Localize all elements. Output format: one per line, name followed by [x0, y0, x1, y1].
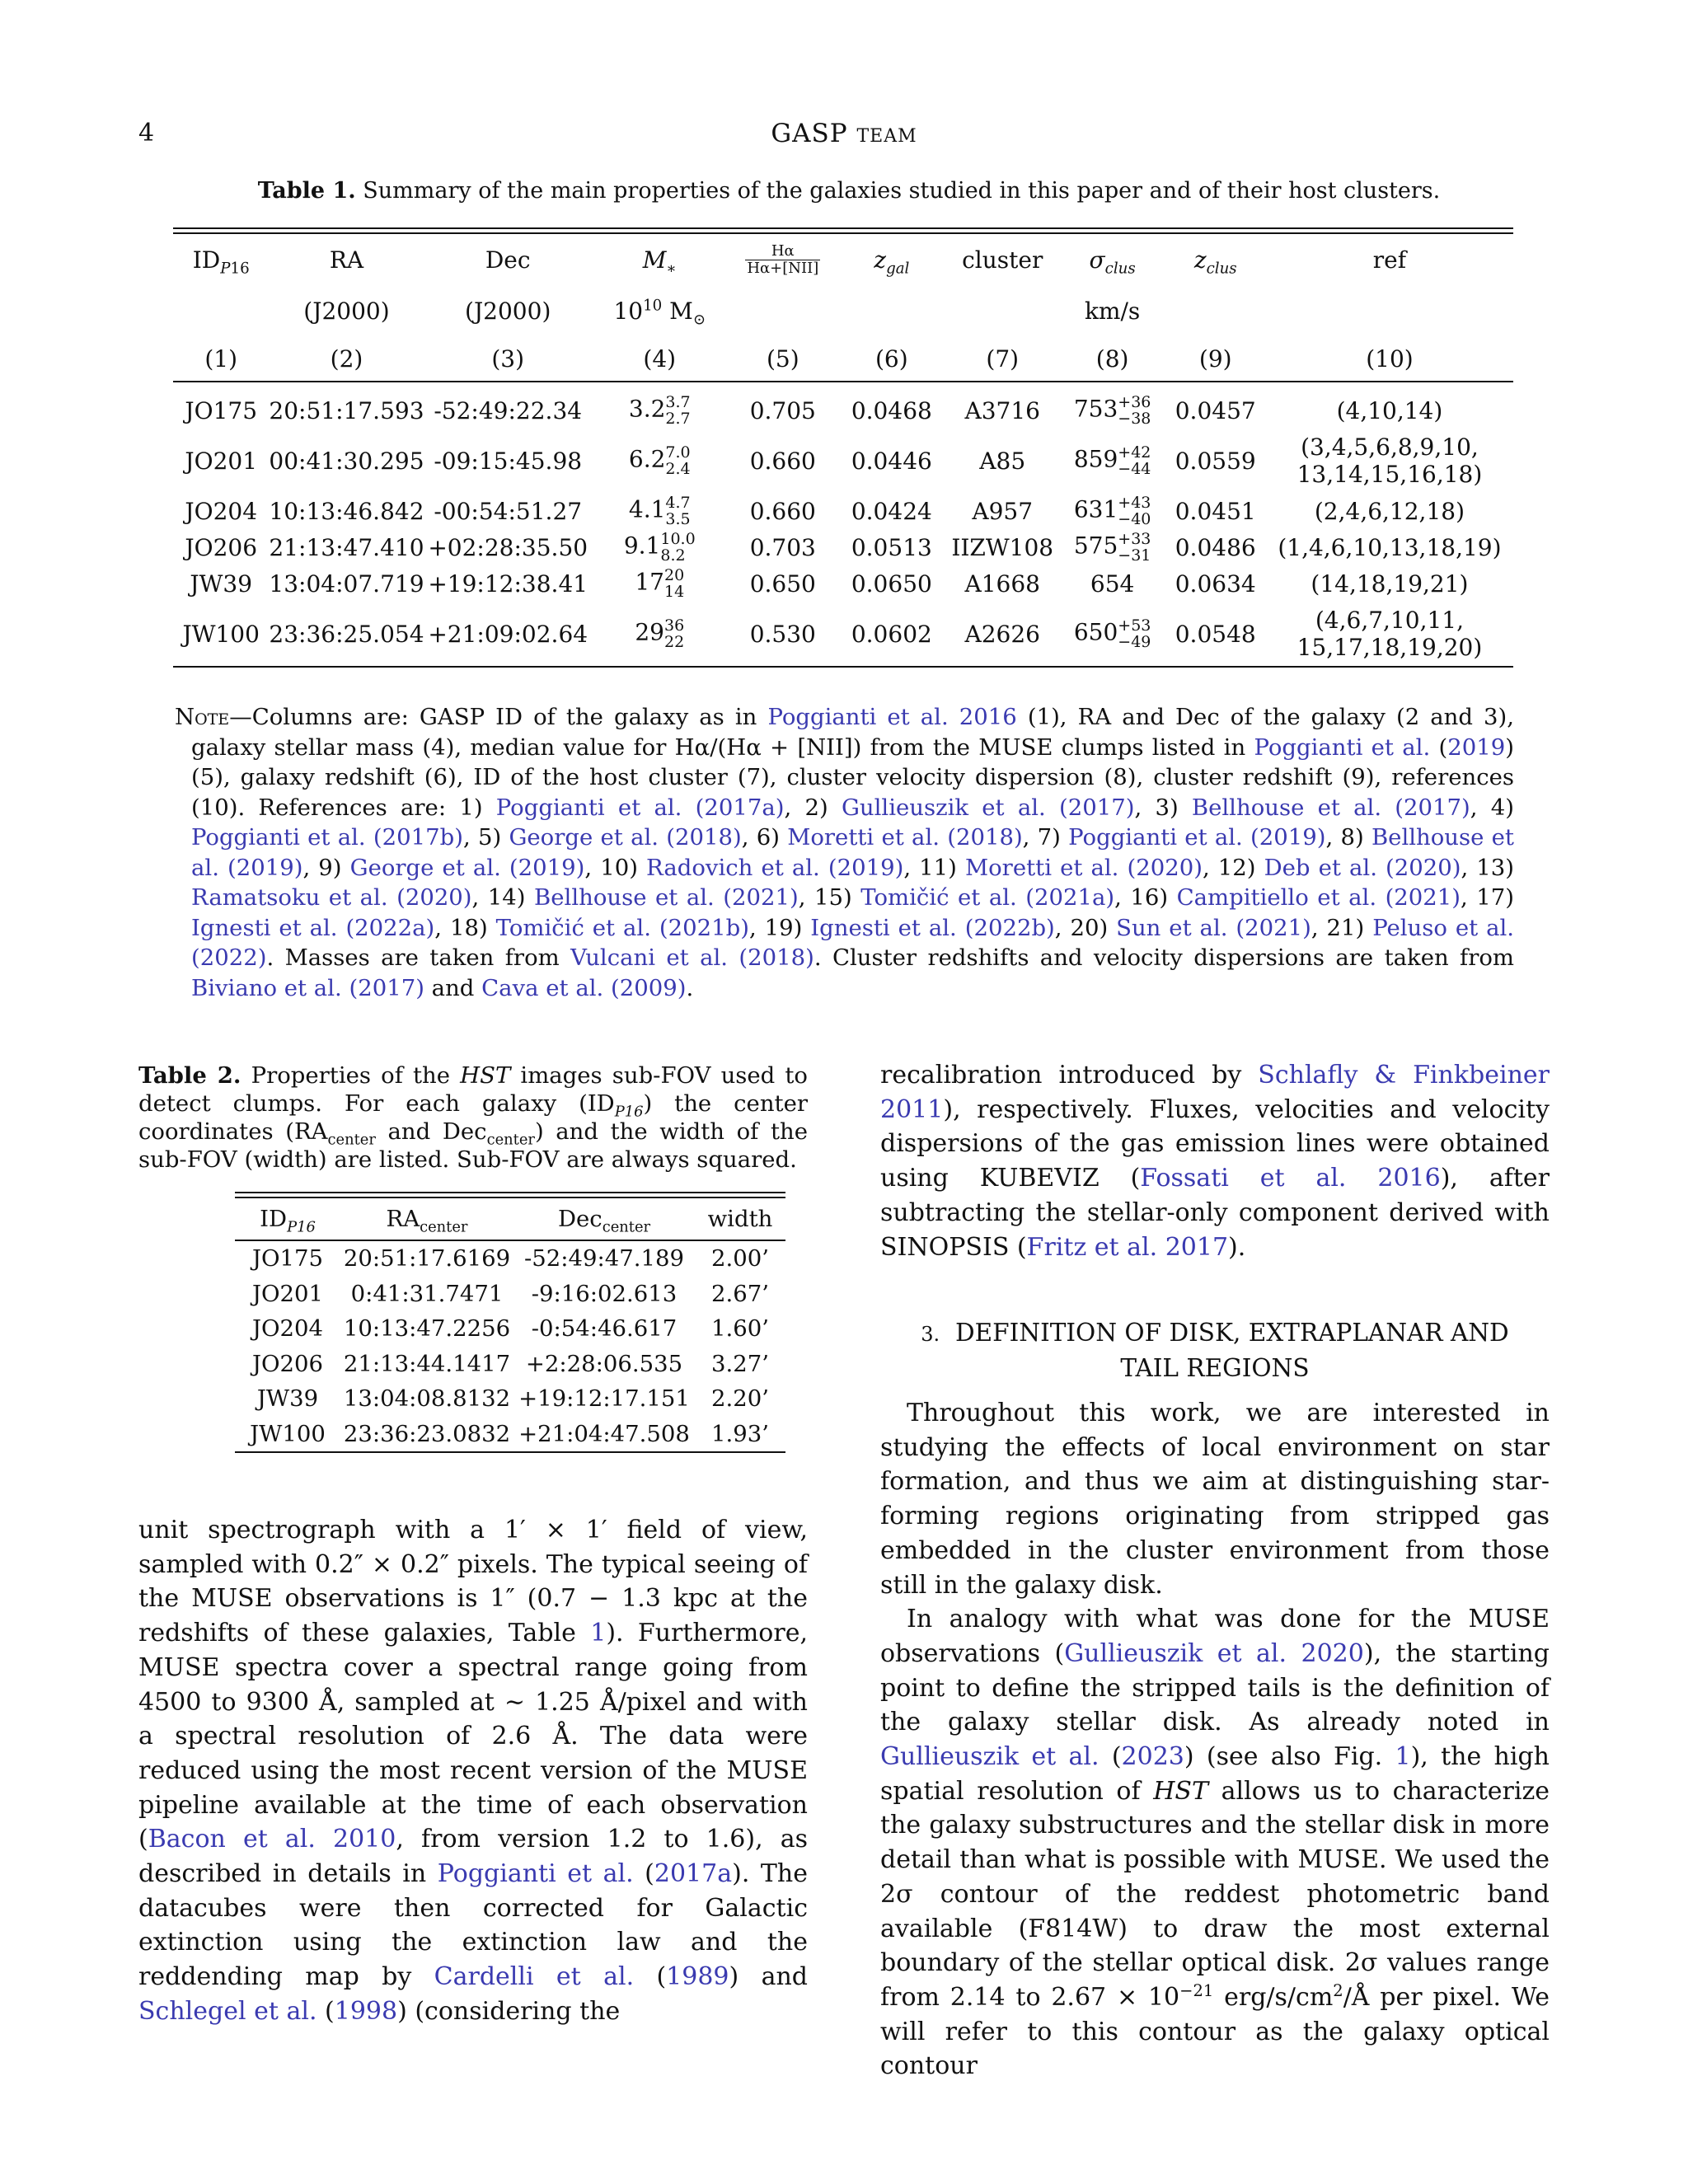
cell-ra: 23:36:23.0832	[343, 1420, 511, 1447]
ref-link[interactable]: 2017a	[654, 1859, 733, 1889]
cell-ra: 13:04:07.719	[269, 569, 424, 598]
cell-id: JO201	[251, 1280, 324, 1307]
ref-link[interactable]: Peluso et al. (2022)	[191, 914, 1515, 971]
cell-halpha-ratio: 0.660	[749, 497, 816, 525]
cell-id: JO206	[251, 1350, 324, 1377]
cell-width: 1.60’	[711, 1315, 769, 1343]
table-row	[235, 1381, 785, 1417]
paragraph: Throughout this work, we are interested in studying the effects of local environment on star formation, and thus we aim at distinguishing star-forming regions originating from stripped gas embedded in the cluster environment from those still in the galaxy disk.	[880, 1399, 1550, 1600]
cell-cluster: A957	[972, 497, 1034, 525]
t2-th-id: $ID_{P16}$	[235, 1198, 340, 1240]
table-row	[173, 493, 1513, 529]
ref-link[interactable]: Fritz et al. 2017	[1026, 1232, 1229, 1262]
column-number: (2)	[269, 336, 424, 382]
ref-link[interactable]: Ignesti et al. (2022b)	[810, 914, 1055, 941]
cell-mass: 4.1 4.7 3.5	[628, 494, 691, 528]
cell-dec: +21:04:47.508	[518, 1420, 690, 1447]
t2-th-dec: Dec$_{center}$	[513, 1198, 695, 1240]
cell-cluster: IIZW108	[951, 533, 1054, 561]
column-number: (8)	[1060, 336, 1165, 382]
cell-mass: 17 20 14	[635, 566, 685, 601]
ref-link[interactable]: Ignesti et al. (2022a)	[191, 914, 435, 941]
right-column-text	[880, 1396, 1550, 2083]
cell-id: JO206	[185, 533, 258, 561]
cell-dec: +19:12:17.151	[518, 1385, 690, 1413]
table2-caption: Table 2. Properties of the HST images sub-FOV used to detect clumps. For each galaxy $(ID_{P16})$ the center coordinates ($RA_{center}$ and Dec$_{center}$) and the width of the sub-FOV (width) are listed. Sub-FOV are always squared.	[138, 1062, 809, 1173]
ref-link[interactable]: Gullieuszik et al. (2017)	[841, 794, 1135, 821]
cell-mass: 6.2 7.0 2.4	[628, 443, 691, 478]
table1-caption-text: Summary of the main properties of the galaxies studied in this paper and of their host clusters.	[363, 178, 1441, 204]
ref-link[interactable]: Tomičić et al. (2021b)	[495, 914, 749, 941]
ref-link[interactable]: Vulcani et al. (2018)	[570, 944, 814, 971]
column-number: (1)	[173, 336, 269, 382]
column-number: (5)	[728, 336, 838, 382]
figure-ref-link[interactable]: 1	[1395, 1742, 1411, 1772]
cell-sigma: 575 +33 −31	[1073, 530, 1151, 565]
table1-header-row	[173, 234, 1513, 285]
th-dec: Dec	[485, 246, 531, 274]
unit-sigma: km/s	[1084, 297, 1141, 325]
page-number: 4	[138, 119, 155, 148]
table2-caption-label: Table 2.	[138, 1062, 241, 1089]
th-sigma: $\sigma_{clus}$	[1089, 246, 1136, 278]
cell-dec: -9:16:02.613	[531, 1280, 678, 1307]
ref-link[interactable]: Bellhouse et al. (2017)	[1191, 794, 1470, 821]
paragraph: In analogy with what was done for the MUSE observations (Gullieuszik et al. 2020), the starting point to define the stripped tails is the definition of the galaxy stellar disk. As already noted in Gullieuszik et al. (2023) (see also Fig. 1), the high spatial resolution of HST allows us to characterize the galaxy substructures and the stellar disk in more detail than what is possible with MUSE. We used the 2σ contour of the reddest photometric band available (F814W) to draw the most external boundary of the stellar optical disk. 2σ values range from 2.14 to $2.67 \times 10^{-21}$ erg/$s/cm^2/Å$ per pixel. We will refer to this contour as the galaxy optical contour	[880, 1605, 1550, 2081]
cell-id: JO201	[185, 447, 258, 475]
table-row	[173, 529, 1513, 565]
ref-link[interactable]: Ramatsoku et al. (2020)	[191, 884, 472, 911]
cell-id: JW100	[182, 620, 260, 648]
table-row	[235, 1240, 785, 1277]
ref-link[interactable]: Bacon et al. 2010	[148, 1825, 396, 1854]
table1-body	[173, 382, 1513, 666]
ref-link[interactable]: Poggianti et al. (2017b)	[191, 824, 463, 851]
cell-cluster: A1668	[964, 569, 1040, 598]
ref-link[interactable]: George et al. (2019)	[349, 854, 585, 881]
cell-zclus: 0.0548	[1175, 620, 1256, 648]
cell-zgal: 0.0424	[851, 497, 932, 525]
table1-column-numbers	[173, 336, 1513, 382]
cell-ref: (4,10,14)	[1336, 396, 1443, 424]
ref-link[interactable]: George et al. (2018)	[509, 824, 742, 851]
ref-link[interactable]: Poggianti et al. (2017a)	[495, 794, 785, 821]
th-halpha-ratio: $\frac{H\alpha}{\text{Hα+[NII]}}$	[747, 241, 819, 277]
left-column-text: unit spectrograph with a 1′ × 1′ field of view, sampled with 0.2″ × 0.2″ pixels. The typical seeing of the MUSE observations is 1″ (0.7 − 1.3 kpc at the redshifts of these galaxies, Table 1). Furthermore, MUSE spectra cover a spectral range going from 4500 to 9300 Å, sampled at ∼ 1.25 Å/pixel and with a spectral resolution of 2.6 Å. The data were reduced using the most recent version of the MUSE pipeline available at the time of each observation (Bacon et al. 2010, from version 1.2 to 1.6), as described in details in Poggianti et al. (2017a). The datacubes were then corrected for Galactic extinction using the extinction law and the reddending map by Cardelli et al. (1989) and Schlegel et al. (1998) (considering the	[138, 1516, 808, 2026]
table-row	[173, 382, 1513, 429]
cell-ra: 10:13:47.2256	[343, 1315, 511, 1343]
ref-link[interactable]: Poggianti et al.	[437, 1859, 634, 1889]
cell-id: JO175	[251, 1245, 324, 1272]
cell-sigma: 654	[1090, 569, 1135, 598]
cell-dec: +02:28:35.50	[428, 533, 588, 561]
ref-link[interactable]: Sun et al. (2021)	[1116, 914, 1311, 941]
ref-link[interactable]: Moretti et al. (2020)	[964, 854, 1203, 881]
unit-ra: (J2000)	[303, 297, 390, 325]
cell-ra: 0:41:31.7471	[350, 1280, 504, 1307]
th-zgal: $z_{gal}$	[874, 246, 910, 278]
unit-mass: $10^{10}$ $M_⊙$	[613, 297, 706, 329]
table2-grid	[235, 1198, 785, 1451]
cell-zclus: 0.0451	[1175, 497, 1256, 525]
cell-width: 2.20’	[711, 1385, 769, 1413]
table2-top-rule	[235, 1192, 785, 1198]
ref-link[interactable]: Tomičić et al. (2021a)	[860, 884, 1115, 911]
cell-ra: 21:13:47.410	[269, 533, 424, 561]
cell-ref: (4,6,7,10,11, 15,17,18,19,20)	[1296, 607, 1483, 661]
running-head: GASP team	[771, 119, 917, 148]
ref-link[interactable]: 1998	[334, 1996, 398, 2026]
cell-cluster: A2626	[964, 620, 1040, 648]
cell-dec: -0:54:46.617	[531, 1315, 678, 1343]
table1-bottom-rule	[173, 666, 1513, 668]
ref-link[interactable]: Cardelli et al.	[434, 1962, 635, 1992]
cell-zclus: 0.0457	[1175, 396, 1256, 424]
cell-ref: (1,4,6,10,13,18,19)	[1278, 533, 1502, 561]
th-ra: RA	[329, 246, 364, 274]
table-row	[173, 429, 1513, 493]
cell-id: JW39	[190, 569, 253, 598]
t2-th-ra: $RA_{center}$	[340, 1198, 513, 1240]
cell-sigma: 631 +43 −40	[1073, 494, 1151, 528]
t2-th-width: width	[695, 1198, 785, 1240]
cell-id: JO175	[185, 396, 258, 424]
ref-link[interactable]: Moretti et al. (2018)	[787, 824, 1023, 851]
cell-ra: 10:13:46.842	[269, 497, 424, 525]
ref-link[interactable]: Bellhouse et al. (2019)	[191, 824, 1514, 881]
cell-dec: +2:28:06.535	[525, 1350, 683, 1377]
cell-zgal: 0.0650	[851, 569, 932, 598]
ref-link[interactable]: Gullieuszik et al. 2020	[1064, 1638, 1364, 1668]
column-number: (6)	[838, 336, 945, 382]
cell-zgal: 0.0513	[851, 533, 932, 561]
table-ref-link[interactable]: 1	[590, 1619, 607, 1648]
cell-ref: (14,18,19,21)	[1311, 569, 1469, 598]
cell-ra: 00:41:30.295	[269, 447, 424, 475]
cell-halpha-ratio: 0.703	[749, 533, 816, 561]
column-number: (3)	[424, 336, 592, 382]
table2	[235, 1192, 785, 1453]
cell-ref: (3,4,5,6,8,9,10, 13,14,15,16,18)	[1296, 434, 1483, 488]
th-zclus: $z_{clus}$	[1193, 246, 1237, 278]
cell-dec: -52:49:22.34	[434, 396, 583, 424]
column-number: (10)	[1266, 336, 1513, 382]
cell-width: 2.67’	[711, 1280, 769, 1307]
cell-id: JW100	[250, 1420, 326, 1447]
ref-link[interactable]: Fossati et al. 2016	[1140, 1164, 1441, 1193]
cell-dec: -52:49:47.189	[523, 1245, 685, 1272]
table2-body	[235, 1240, 785, 1451]
ref-link[interactable]: Schlafly & Finkbeiner 2011	[880, 1061, 1550, 1124]
table2-header-row	[235, 1198, 785, 1240]
cell-dec: -09:15:45.98	[434, 447, 583, 475]
cell-zgal: 0.0468	[851, 396, 932, 424]
cell-halpha-ratio: 0.650	[749, 569, 816, 598]
cell-ref: (2,4,6,12,18)	[1314, 497, 1465, 525]
cell-width: 1.93’	[711, 1420, 769, 1447]
cell-halpha-ratio: 0.705	[749, 396, 816, 424]
table-row	[235, 1347, 785, 1382]
column-number: (4)	[592, 336, 728, 382]
cell-halpha-ratio: 0.660	[749, 447, 816, 475]
table1-caption-label: Table 1.	[257, 178, 356, 204]
cell-zgal: 0.0446	[851, 447, 932, 475]
ref-link[interactable]: Schlegel et al.	[138, 1996, 317, 2026]
table-row	[235, 1311, 785, 1347]
ref-link[interactable]: Cava et al. (2009)	[481, 974, 687, 1001]
th-mass: $M_∗$	[642, 246, 677, 278]
table1-caption	[148, 178, 1550, 204]
ref-link[interactable]: Gullieuszik et al.	[880, 1742, 1100, 1772]
cell-zclus: 0.0634	[1175, 569, 1256, 598]
th-id: $ID_{P16}$	[192, 246, 250, 278]
cell-width: 2.00’	[711, 1245, 769, 1272]
table-row	[173, 565, 1513, 602]
cell-id: JW39	[256, 1385, 319, 1413]
table2-bottom-rule	[235, 1451, 785, 1453]
cell-ra: 20:51:17.6169	[343, 1245, 511, 1272]
ref-link[interactable]: Campitiello et al. (2021)	[1176, 884, 1461, 911]
cell-ra: 21:13:44.1417	[343, 1350, 511, 1377]
cell-dec: -00:54:51.27	[434, 497, 583, 525]
cell-halpha-ratio: 0.530	[749, 620, 816, 648]
th-cluster: cluster	[962, 246, 1043, 274]
ref-link[interactable]: Radovich et al. (2019)	[646, 854, 904, 881]
ref-link[interactable]: Poggianti et al.	[1254, 733, 1431, 761]
ref-link[interactable]: Deb et al. (2020)	[1264, 854, 1461, 881]
cell-dec: +21:09:02.64	[428, 620, 588, 648]
ref-link[interactable]: 1989	[666, 1962, 729, 1992]
note-label: Note	[175, 704, 230, 730]
th-ref: ref	[1372, 246, 1407, 274]
cell-ra: 13:04:08.8132	[343, 1385, 511, 1413]
cell-ra: 20:51:17.593	[269, 396, 424, 424]
section-heading: 3. DEFINITION OF DISK, EXTRAPLANAR AND TAIL REGIONS	[921, 1319, 1509, 1382]
table1	[173, 227, 1513, 668]
cell-id: JO204	[251, 1315, 324, 1343]
cell-id: JO204	[185, 497, 258, 525]
cell-zclus: 0.0486	[1175, 533, 1256, 561]
cell-mass: 3.2 3.7 2.7	[628, 393, 691, 428]
cell-cluster: A3716	[964, 396, 1040, 424]
table-row	[235, 1417, 785, 1452]
cell-sigma: 859 +42 −44	[1073, 443, 1151, 478]
ref-link[interactable]: Poggianti et al. (2019)	[1068, 824, 1326, 851]
ref-link[interactable]: 2019	[1447, 733, 1506, 761]
ref-link[interactable]: 2023	[1121, 1742, 1184, 1772]
cell-mass: 9.1 10.0 8.2	[623, 530, 696, 565]
cell-mass: 29 36 22	[635, 616, 685, 651]
column-number: (9)	[1165, 336, 1266, 382]
cell-dec: +19:12:38.41	[428, 569, 588, 598]
cell-cluster: A85	[979, 447, 1026, 475]
column-number: (7)	[945, 336, 1060, 382]
table-row	[173, 602, 1513, 666]
ref-link[interactable]: Biviano et al. (2017)	[191, 974, 424, 1001]
cell-sigma: 650 +53 −49	[1073, 616, 1151, 651]
table1-units-row	[173, 285, 1513, 336]
table1-note: Note—Columns are: GASP ID of the galaxy as in Poggianti et al. 2016 (1), RA and Dec of the galaxy (2 and 3), galaxy stellar mass (4), median value for Hα/(Hα + [NII]) from the MUSE clumps listed in Poggianti et al. (2019) (5), galaxy redshift (6), ID of the host cluster (7), cluster velocity dispersion (8), cluster redshift (9), references (10). References are: 1) Poggianti et al. (2017a), 2) Gullieuszik et al. (2017), 3) Bellhouse et al. (2017), 4) Poggianti et al. (2017b), 5) George et al. (2018), 6) Moretti et al. (2018), 7) Poggianti et al. (2019), 8) Bellhouse et al. (2019), 9) George et al. (2019), 10) Radovich et al. (2019), 11) Moretti et al. (2020), 12) Deb et al. (2020), 13) Ramatsoku et al. (2020), 14) Bellhouse et al. (2021), 15) Tomičić et al. (2021a), 16) Campitiello et al. (2021), 17) Ignesti et al. (2022a), 18) Tomičić et al. (2021b), 19) Ignesti et al. (2022b), 20) Sun et al. (2021), 21) Peluso et al. (2022). Masses are taken from Vulcani et al. (2018). Cluster redshifts and velocity dispersions are taken from Biviano et al. (2017) and Cava et al. (2009).	[175, 704, 1515, 1001]
cell-width: 3.27’	[711, 1350, 769, 1377]
cell-zgal: 0.0602	[851, 620, 932, 648]
table1-top-rule	[173, 227, 1513, 234]
unit-dec: (J2000)	[465, 297, 551, 325]
table-row	[235, 1277, 785, 1312]
right-column-top-text: recalibration introduced by Schlafly & Finkbeiner 2011), respectively. Fluxes, velocities and velocity dispersions of the gas emission lines were obtained using KUBEVIZ (Fossati et al. 2016), after subtracting the stellar-only component derived with SINOPSIS (Fritz et al. 2017).	[880, 1061, 1550, 1262]
cell-sigma: 753 +36 −38	[1073, 393, 1151, 428]
ref-link[interactable]: Poggianti et al. 2016	[767, 704, 1017, 730]
table1-grid	[173, 234, 1513, 666]
cell-ra: 23:36:25.054	[269, 620, 424, 648]
ref-link[interactable]: Bellhouse et al. (2021)	[534, 884, 799, 911]
cell-zclus: 0.0559	[1175, 447, 1256, 475]
